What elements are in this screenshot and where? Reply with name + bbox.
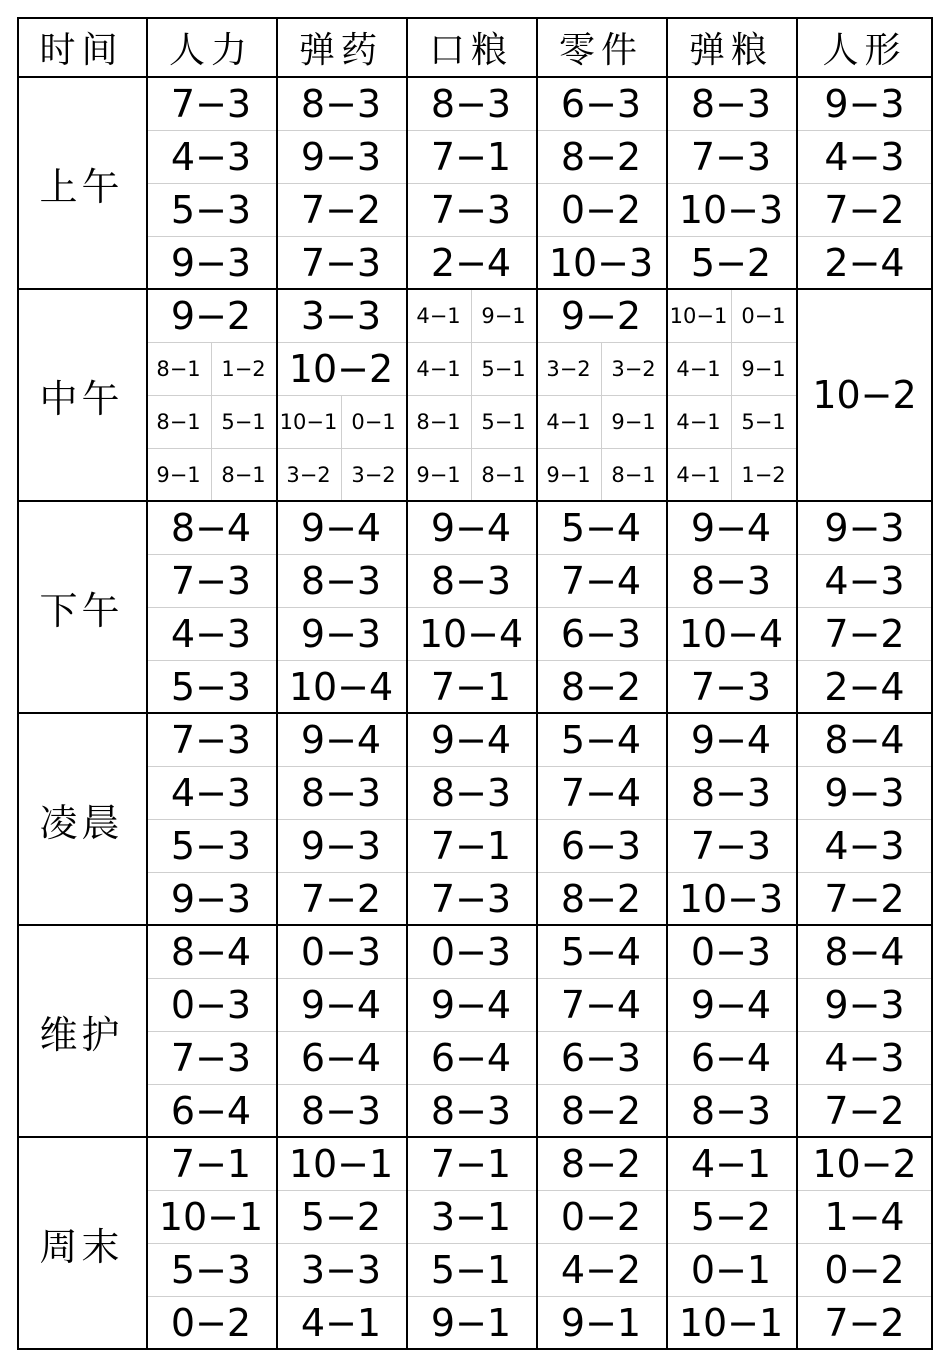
value-cell: 7−2 xyxy=(824,876,905,921)
value-cell: 8−1 xyxy=(611,462,656,487)
grid-line-horizontal xyxy=(17,17,933,19)
row-separator xyxy=(146,554,933,555)
grid-line-horizontal xyxy=(17,500,933,502)
value-cell: 9−1 xyxy=(611,409,656,434)
value-cell: 4−1 xyxy=(300,1300,382,1345)
row-separator xyxy=(146,130,933,131)
value-cell: 10−3 xyxy=(678,876,784,921)
value-cell: 9−3 xyxy=(300,134,382,179)
row-separator xyxy=(146,607,933,608)
value-cell: 8−1 xyxy=(221,462,266,487)
value-cell: 4−3 xyxy=(170,770,252,815)
value-cell: 0−2 xyxy=(170,1300,252,1345)
value-cell: 8−3 xyxy=(690,81,772,126)
row-separator xyxy=(146,1296,933,1297)
value-cell: 4−3 xyxy=(824,134,905,179)
value-cell: 7−1 xyxy=(430,823,512,868)
value-cell: 3−3 xyxy=(300,1247,382,1292)
row-separator xyxy=(146,978,933,979)
value-cell: 9−3 xyxy=(824,770,905,815)
value-cell: 8−3 xyxy=(430,770,512,815)
grid-line-vertical xyxy=(931,17,933,1349)
value-cell: 0−2 xyxy=(560,187,642,232)
value-cell: 9−4 xyxy=(690,505,772,550)
value-cell: 4−3 xyxy=(824,823,905,868)
value-cell: 7−3 xyxy=(430,876,512,921)
value-cell: 3−1 xyxy=(430,1194,512,1239)
value-cell: 9−4 xyxy=(430,982,512,1027)
value-cell: 8−2 xyxy=(560,876,642,921)
value-cell: 8−3 xyxy=(300,770,382,815)
header-cell: 零件 xyxy=(558,29,643,71)
value-cell: 5−3 xyxy=(170,187,252,232)
value-cell: 0−3 xyxy=(300,929,382,974)
value-cell: 8−3 xyxy=(300,1088,382,1133)
value-cell: 9−4 xyxy=(300,717,382,762)
value-cell: 2−4 xyxy=(824,664,905,709)
value-cell: 4−1 xyxy=(676,409,721,434)
value-cell: 8−2 xyxy=(560,134,642,179)
value-cell: 7−2 xyxy=(824,1300,905,1345)
value-cell: 7−1 xyxy=(170,1141,252,1186)
value-cell: 6−3 xyxy=(560,611,642,656)
value-cell: 7−2 xyxy=(824,611,905,656)
value-cell: 9−3 xyxy=(824,81,905,126)
time-label: 下午 xyxy=(39,588,124,633)
value-cell: 9−1 xyxy=(430,1300,512,1345)
value-cell: 5−2 xyxy=(690,1194,772,1239)
value-cell: 9−1 xyxy=(416,462,461,487)
value-cell: 10−4 xyxy=(418,611,524,656)
value-cell: 0−1 xyxy=(351,409,396,434)
value-cell: 10−4 xyxy=(288,664,394,709)
value-cell: 5−4 xyxy=(560,505,642,550)
grid-line-vertical xyxy=(276,17,278,1349)
row-separator xyxy=(146,1190,933,1191)
row-separator xyxy=(146,183,933,184)
value-cell: 6−3 xyxy=(560,81,642,126)
value-cell: 5−2 xyxy=(300,1194,382,1239)
value-cell: 0−1 xyxy=(690,1247,772,1292)
value-cell: 8−3 xyxy=(690,558,772,603)
value-cell: 10−3 xyxy=(548,240,654,285)
header-cell: 人形 xyxy=(822,29,907,71)
value-cell: 9−4 xyxy=(430,717,512,762)
value-cell: 9−1 xyxy=(481,303,526,328)
value-cell: 0−1 xyxy=(741,303,786,328)
value-cell: 6−4 xyxy=(300,1035,382,1080)
value-cell: 4−3 xyxy=(824,1035,905,1080)
value-cell: 10−1 xyxy=(669,303,728,328)
value-cell: 8−3 xyxy=(690,1088,772,1133)
grid-line-vertical xyxy=(666,17,668,1349)
value-cell: 9−3 xyxy=(300,823,382,868)
value-cell: 8−1 xyxy=(156,356,201,381)
value-cell: 3−3 xyxy=(300,293,382,338)
value-cell: 7−2 xyxy=(824,1088,905,1133)
value-cell: 7−2 xyxy=(300,187,382,232)
grid-line-vertical xyxy=(146,17,148,1349)
value-cell: 0−3 xyxy=(690,929,772,974)
value-cell: 8−3 xyxy=(300,558,382,603)
value-cell: 5−4 xyxy=(560,717,642,762)
value-cell: 7−4 xyxy=(560,982,642,1027)
row-separator xyxy=(146,660,933,661)
value-cell: 9−1 xyxy=(546,462,591,487)
value-cell: 7−1 xyxy=(430,1141,512,1186)
value-cell: 5−2 xyxy=(690,240,772,285)
grid-line-vertical xyxy=(796,17,798,1349)
grid-line-horizontal xyxy=(17,76,933,78)
row-separator xyxy=(146,1084,933,1085)
value-cell: 3−2 xyxy=(611,356,656,381)
value-cell: 4−1 xyxy=(676,356,721,381)
value-cell: 8−4 xyxy=(824,929,905,974)
header-cell: 口粮 xyxy=(428,29,513,71)
value-cell: 5−1 xyxy=(481,409,526,434)
value-cell: 0−2 xyxy=(560,1194,642,1239)
value-cell: 5−3 xyxy=(170,1247,252,1292)
value-cell: 5−1 xyxy=(221,409,266,434)
value-cell: 4−3 xyxy=(170,134,252,179)
value-cell: 6−4 xyxy=(170,1088,252,1133)
time-label: 凌晨 xyxy=(39,800,124,845)
value-cell: 9−4 xyxy=(690,717,772,762)
time-label: 周末 xyxy=(39,1224,124,1269)
value-cell: 9−3 xyxy=(170,876,252,921)
value-cell: 7−3 xyxy=(170,717,252,762)
value-cell: 9−1 xyxy=(156,462,201,487)
value-cell: 10−1 xyxy=(279,409,338,434)
value-cell: 8−1 xyxy=(481,462,526,487)
value-cell: 10−1 xyxy=(678,1300,784,1345)
value-cell: 0−3 xyxy=(430,929,512,974)
grid-line-horizontal xyxy=(17,1348,933,1350)
value-cell: 7−3 xyxy=(170,81,252,126)
grid-line-horizontal xyxy=(17,1136,933,1138)
time-label: 中午 xyxy=(39,376,124,421)
value-cell: 8−3 xyxy=(430,81,512,126)
time-label: 上午 xyxy=(39,164,124,209)
header-cell: 弹药 xyxy=(298,29,383,71)
value-cell: 3−2 xyxy=(351,462,396,487)
value-cell: 5−4 xyxy=(560,929,642,974)
value-cell: 5−3 xyxy=(170,823,252,868)
grid-line-vertical xyxy=(406,17,408,1349)
grid-line-horizontal xyxy=(17,712,933,714)
value-cell: 9−3 xyxy=(824,982,905,1027)
value-cell: 9−1 xyxy=(560,1300,642,1345)
row-separator xyxy=(146,872,933,873)
value-cell: 4−1 xyxy=(546,409,591,434)
value-cell: 4−3 xyxy=(170,611,252,656)
value-cell: 4−1 xyxy=(676,462,721,487)
grid-line-horizontal xyxy=(17,288,933,290)
schedule-table xyxy=(17,17,933,1345)
value-cell: 9−4 xyxy=(300,982,382,1027)
value-cell: 2−4 xyxy=(430,240,512,285)
value-cell: 9−4 xyxy=(300,505,382,550)
row-separator xyxy=(146,1243,933,1244)
grid-line-vertical xyxy=(17,17,19,1349)
value-cell: 7−4 xyxy=(560,558,642,603)
value-cell: 2−4 xyxy=(824,240,905,285)
value-cell: 0−3 xyxy=(170,982,252,1027)
value-cell: 5−1 xyxy=(430,1247,512,1292)
row-separator xyxy=(146,236,933,237)
row-separator xyxy=(146,1031,933,1032)
value-cell: 8−3 xyxy=(690,770,772,815)
value-cell: 7−3 xyxy=(300,240,382,285)
value-cell: 7−3 xyxy=(430,187,512,232)
value-cell: 9−3 xyxy=(824,505,905,550)
grid-line-horizontal xyxy=(17,924,933,926)
value-cell: 3−2 xyxy=(546,356,591,381)
grid-line-vertical xyxy=(536,17,538,1349)
value-cell: 6−3 xyxy=(560,823,642,868)
value-cell: 1−2 xyxy=(221,356,266,381)
value-cell: 7−1 xyxy=(430,664,512,709)
value-cell: 8−4 xyxy=(170,505,252,550)
value-cell: 1−2 xyxy=(741,462,786,487)
value-cell: 10−2 xyxy=(812,1141,917,1186)
value-cell: 9−4 xyxy=(430,505,512,550)
value-cell: 7−3 xyxy=(690,823,772,868)
value-cell: 4−1 xyxy=(416,356,461,381)
value-cell: 6−3 xyxy=(560,1035,642,1080)
value-cell: 7−4 xyxy=(560,770,642,815)
value-cell: 10−4 xyxy=(678,611,784,656)
value-cell: 5−3 xyxy=(170,664,252,709)
value-cell: 9−2 xyxy=(170,293,252,338)
value-cell: 10−1 xyxy=(288,1141,394,1186)
value-cell: 10−2 xyxy=(288,346,394,391)
value-cell: 4−1 xyxy=(690,1141,772,1186)
value-cell: 10−3 xyxy=(678,187,784,232)
value-cell: 0−2 xyxy=(824,1247,905,1292)
time-label: 维护 xyxy=(39,1012,124,1057)
value-cell: 8−2 xyxy=(560,1141,642,1186)
value-cell: 8−3 xyxy=(430,558,512,603)
value-cell: 5−1 xyxy=(481,356,526,381)
header-cell: 人力 xyxy=(168,29,253,71)
value-cell: 7−3 xyxy=(690,134,772,179)
value-cell: 8−1 xyxy=(156,409,201,434)
header-cell: 时间 xyxy=(39,29,124,71)
value-cell: 7−1 xyxy=(430,134,512,179)
value-cell: 8−4 xyxy=(824,717,905,762)
value-cell: 6−4 xyxy=(690,1035,772,1080)
value-cell: 4−2 xyxy=(560,1247,642,1292)
value-cell: 6−4 xyxy=(430,1035,512,1080)
header-cell: 弹粮 xyxy=(688,29,773,71)
value-cell: 5−1 xyxy=(741,409,786,434)
value-cell: 7−3 xyxy=(170,558,252,603)
value-cell: 8−3 xyxy=(300,81,382,126)
row-separator xyxy=(146,766,933,767)
value-cell: 9−3 xyxy=(300,611,382,656)
value-cell: 9−1 xyxy=(741,356,786,381)
value-cell: 7−3 xyxy=(170,1035,252,1080)
value-cell: 4−3 xyxy=(824,558,905,603)
value-cell: 4−1 xyxy=(416,303,461,328)
value-cell: 7−3 xyxy=(690,664,772,709)
value-cell: 9−3 xyxy=(170,240,252,285)
value-cell: 7−2 xyxy=(300,876,382,921)
value-cell: 7−2 xyxy=(824,187,905,232)
value-cell: 8−4 xyxy=(170,929,252,974)
value-cell: 10−2 xyxy=(812,373,917,417)
value-cell: 3−2 xyxy=(286,462,331,487)
value-cell: 8−2 xyxy=(560,1088,642,1133)
value-cell: 9−2 xyxy=(560,293,642,338)
row-separator xyxy=(146,819,933,820)
value-cell: 9−4 xyxy=(690,982,772,1027)
value-cell: 8−3 xyxy=(430,1088,512,1133)
value-cell: 1−4 xyxy=(824,1194,905,1239)
value-cell: 8−2 xyxy=(560,664,642,709)
value-cell: 8−1 xyxy=(416,409,461,434)
value-cell: 10−1 xyxy=(158,1194,264,1239)
